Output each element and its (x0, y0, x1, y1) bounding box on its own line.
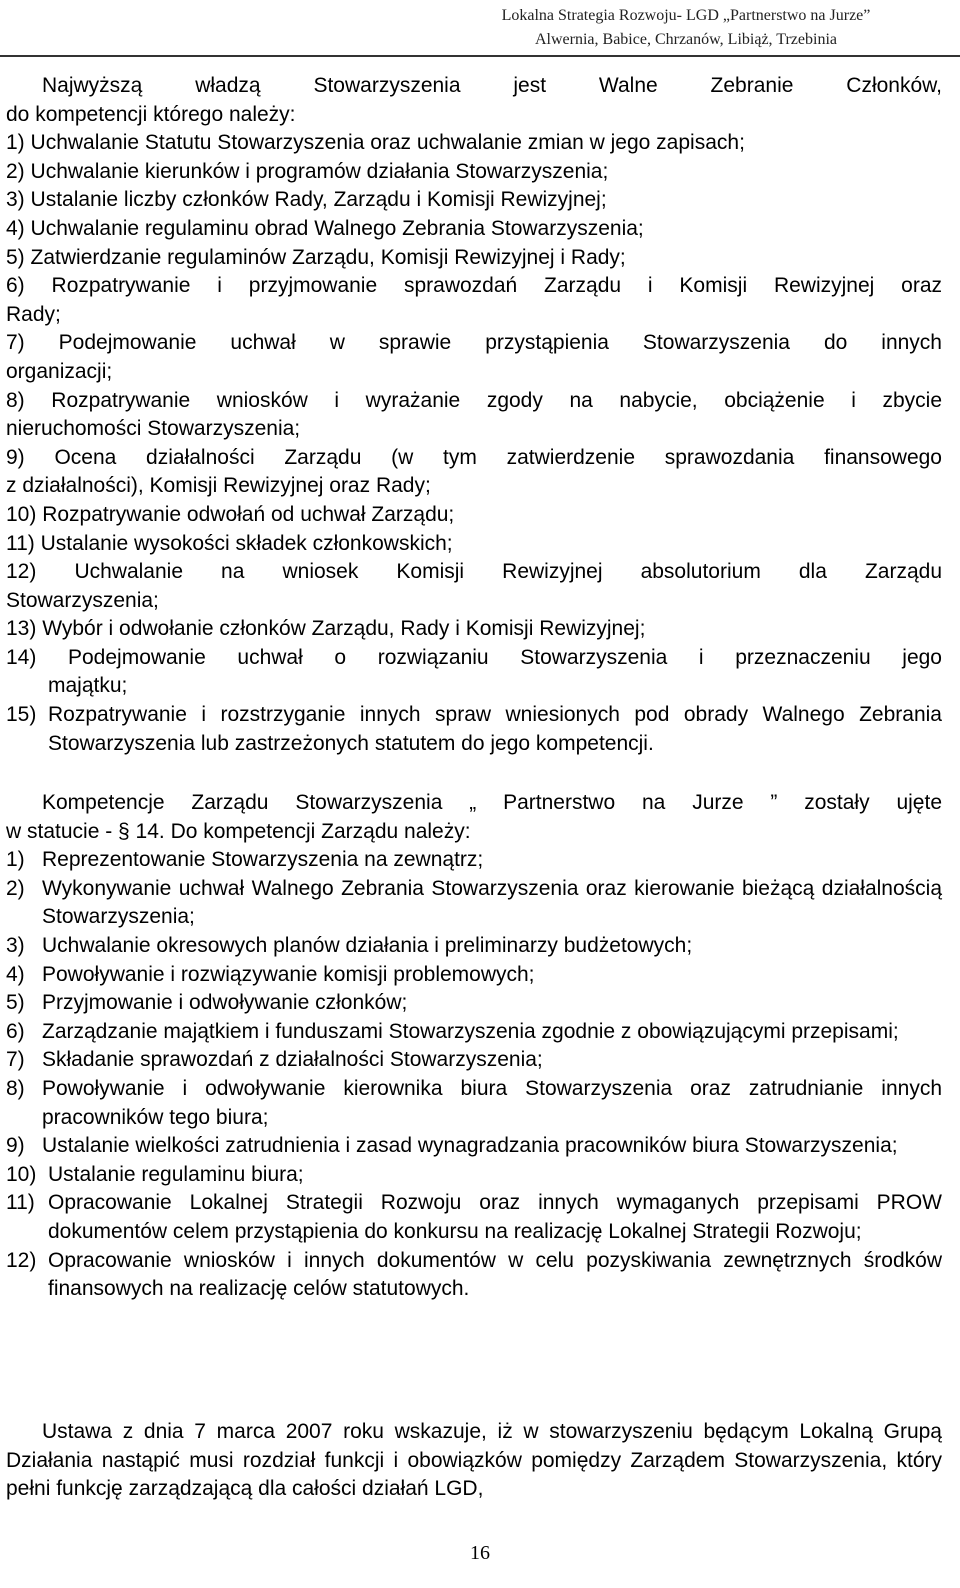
section2-intro-line1: Kompetencje Zarządu Stowarzyszenia „ Partnerstwo na Jurze ” zostały ujęte (42, 791, 942, 814)
list-item: 1) Reprezentowanie Stowarzyszenia na zewnątrz; (6, 848, 484, 872)
list-item: 5) Zatwierdzanie regulaminów Zarządu, Komisji Rewizyjnej i Rady; (6, 245, 626, 269)
page-number: 16 (470, 1542, 490, 1564)
list-item: 10) Ustalanie regulaminu biura; (6, 1162, 304, 1186)
section2-intro-line2: w statucie - § 14. Do kompetencji Zarządu należy: (6, 819, 471, 843)
list-item: 2) Wykonywanie uchwał Walnego Zebrania Stowarzyszenia oraz kierowanie bieżącą działalnością Stowarzyszenia; (6, 876, 942, 929)
list-item: 6) Rozpatrywanie i przyjmowanie sprawozdań Zarządu i Komisji Rewizyjnej oraz (6, 274, 942, 298)
list-item-continuation: organizacji; (6, 359, 113, 383)
list-item: 1) Uchwalanie Statutu Stowarzyszenia oraz uchwalanie zmian w jego zapisach; (6, 131, 745, 155)
list-item-continuation: majątku; (48, 674, 128, 698)
list-item: 7) Składanie sprawozdań z działalności Stowarzyszenia; (6, 1048, 543, 1072)
list-item: 7) Podejmowanie uchwał w sprawie przystąpienia Stowarzyszenia do innych (6, 331, 942, 355)
list-item-continuation: z działalności), Komisji Rewizyjnej oraz Rady; (6, 474, 431, 498)
list-item: 15) Rozpatrywanie i rozstrzyganie innych spraw wniesionych pod obrady Walnego Zebrania Stowarzyszenia lub zastrzeżonych statutem do jego kompetencji. (6, 703, 942, 755)
list-item: 14) Podejmowanie uchwał o rozwiązaniu Stowarzyszenia i przeznaczeniu jego (6, 645, 942, 669)
list-item: 4) Uchwalanie regulaminu obrad Walnego Zebrania Stowarzyszenia; (6, 216, 644, 240)
section1-intro-line2: do kompetencji którego należy: (6, 102, 296, 126)
list-item-continuation: Rady; (6, 302, 61, 326)
list-item: 3) Uchwalanie okresowych planów działania i preliminarzy budżetowych; (6, 933, 693, 957)
list-item: 6) Zarządzanie majątkiem i funduszami Stowarzyszenia zgodnie z obowiązującymi przepisami; (6, 1019, 899, 1043)
general-assembly-section (6, 72, 942, 758)
law-paragraph: Ustawa z dnia 7 marca 2007 roku wskazuje, iż w stowarzyszeniu będącym Lokalną Grupą Działania nastąpić musi rozdział funkcji i obowiązków pomiędzy Zarządem Stowarzyszenia, który pełni funkcję zarządzającą dla całości działań LGD, (6, 1420, 942, 1501)
list-item-continuation: nieruchomości Stowarzyszenia; (6, 417, 301, 441)
list-item: 12) Opracowanie wniosków i innych dokumentów w celu pozyskiwania zewnętrznych środków finansowych na realizację celów statutowych. (6, 1248, 942, 1301)
list-item: 3) Ustalanie liczby członków Rady, Zarządu i Komisji Rewizyjnej; (6, 188, 607, 212)
list-item: 11) Ustalanie wysokości składek członkowskich; (6, 531, 453, 555)
header-title: Lokalna Strategia Rozwoju- LGD „Partnerstwo na Jurze” (501, 7, 871, 24)
list-item-continuation: Stowarzyszenia; (6, 588, 159, 612)
list-item: 10) Rozpatrywanie odwołań od uchwał Zarządu; (6, 502, 455, 526)
list-item: 4) Powoływanie i rozwiązywanie komisji problemowych; (6, 962, 535, 986)
list-item: 9) Ustalanie wielkości zatrudnienia i zasad wynagradzania pracowników biura Stowarzyszenia; (6, 1134, 898, 1158)
header-divider (0, 55, 960, 57)
list-item: 12) Uchwalanie na wniosek Komisji Rewizyjnej absolutorium dla Zarządu (6, 560, 942, 584)
section1-intro-line1: Najwyższą władzą Stowarzyszenia jest Walne Zebranie Członków, (42, 74, 942, 97)
header-subtitle: Alwernia, Babice, Chrzanów, Libiąż, Trzebinia (535, 31, 837, 48)
list-item: 8) Powoływanie i odwoływanie kierownika biura Stowarzyszenia oraz zatrudnianie innych pracowników tego biura; (6, 1076, 942, 1129)
list-item: 9) Ocena działalności Zarządu (w tym zatwierdzenie sprawozdania finansowego (6, 445, 942, 469)
board-competences-section (6, 789, 942, 1304)
list-item: 11) Opracowanie Lokalnej Strategii Rozwoju oraz innych wymaganych przepisami PROW dokumentów celem przystąpienia do konkursu na realizację Lokalnej Strategii Rozwoju; (6, 1191, 942, 1243)
law-section (6, 1418, 942, 1504)
list-item: 8) Rozpatrywanie wniosków i wyrażanie zgody na nabycie, obciążenie i zbycie (6, 388, 943, 412)
list-item: 13) Wybór i odwołanie członków Zarządu, Rady i Komisji Rewizyjnej; (6, 617, 646, 641)
list-item: 2) Uchwalanie kierunków i programów działania Stowarzyszenia; (6, 159, 609, 183)
page-header (426, 4, 946, 52)
list-item: 5) Przyjmowanie i odwoływanie członków; (6, 991, 408, 1015)
